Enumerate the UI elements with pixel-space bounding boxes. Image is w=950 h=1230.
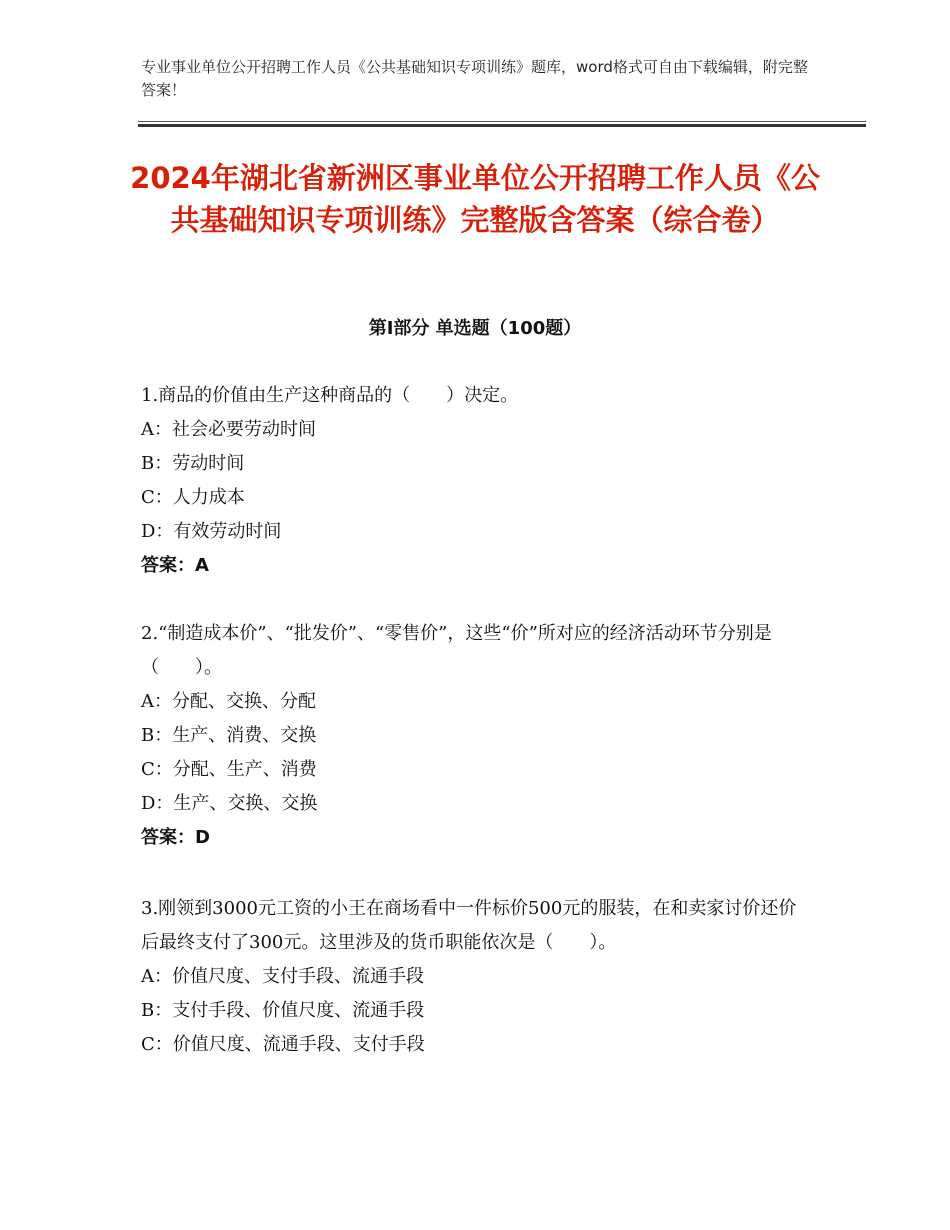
section-title: 第Ⅰ部分 单选题（100题） xyxy=(368,318,582,339)
question-text: 1.商品的价值由生产这种商品的（ ）决定。 xyxy=(141,385,519,406)
option-b: B：支付手段、价值尺度、流通手段 xyxy=(141,1000,425,1021)
question-text: 3.刚领到3000元工资的小王在商场看中一件标价500元的服装，在和卖家讨价还价后最终支付了300元。这里涉及的货币职能依次是（ ）。 xyxy=(141,898,797,953)
header-note: 专业事业单位公开招聘工作人员《公共基础知识专项训练》题库，word格式可自由下载编辑，附完整答案！ xyxy=(141,58,808,99)
option-b: B：劳动时间 xyxy=(141,453,245,474)
option-c: C：人力成本 xyxy=(141,487,245,508)
header-rule-thin xyxy=(138,121,866,122)
question-1 xyxy=(141,379,811,583)
question-3 xyxy=(141,892,811,1062)
option-a: A：分配、交换、分配 xyxy=(141,691,316,712)
header-rule-thick xyxy=(138,124,866,127)
option-a: A：社会必要劳动时间 xyxy=(141,419,316,440)
option-c: C：价值尺度、流通手段、支付手段 xyxy=(141,1034,425,1055)
question-2 xyxy=(141,617,811,855)
question-text: 2.“制造成本价”、“批发价”、“零售价”，这些“价”所对应的经济活动环节分别是（ ）。 xyxy=(141,623,772,678)
option-c: C：分配、生产、消费 xyxy=(141,759,317,780)
option-a: A：价值尺度、支付手段、流通手段 xyxy=(141,966,424,987)
option-d: D：有效劳动时间 xyxy=(141,521,282,542)
document-title: 2024年湖北省新洲区事业单位公开招聘工作人员《公共基础知识专项训练》完整版含答案（综合卷） xyxy=(130,161,820,237)
answer: 答案：D xyxy=(141,827,210,848)
option-d: D：生产、交换、交换 xyxy=(141,793,318,814)
option-b: B：生产、消费、交换 xyxy=(141,725,317,746)
answer: 答案：A xyxy=(141,555,209,576)
